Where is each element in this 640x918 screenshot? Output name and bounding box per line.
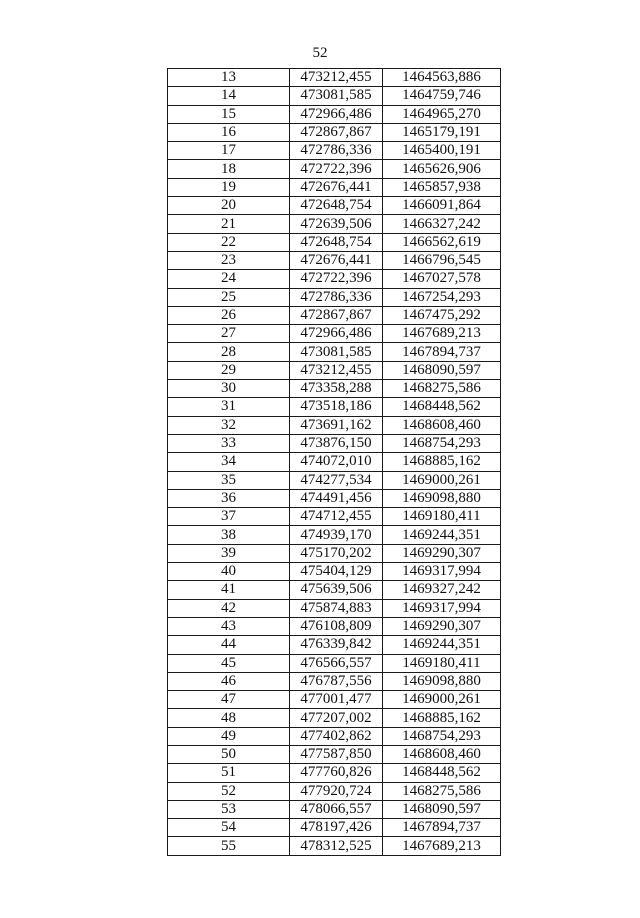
table-row	[168, 837, 501, 855]
x-coordinate-cell: 473212,455	[290, 69, 383, 87]
y-coordinate-cell: 1466562,619	[383, 233, 501, 251]
y-coordinate-cell: 1467689,213	[383, 325, 501, 343]
x-coordinate-cell: 475874,883	[290, 599, 383, 617]
point-number-cell: 42	[168, 599, 290, 617]
y-coordinate-cell: 1467894,737	[383, 819, 501, 837]
y-coordinate-cell: 1467475,292	[383, 306, 501, 324]
point-number-cell: 37	[168, 508, 290, 526]
x-coordinate-cell: 474072,010	[290, 453, 383, 471]
table-row	[168, 306, 501, 324]
x-coordinate-cell: 476787,556	[290, 672, 383, 690]
point-number-cell: 43	[168, 617, 290, 635]
coordinates-table	[167, 68, 501, 856]
table-row	[168, 745, 501, 763]
x-coordinate-cell: 472867,867	[290, 123, 383, 141]
table-row	[168, 123, 501, 141]
table-row	[168, 636, 501, 654]
point-number-cell: 45	[168, 654, 290, 672]
x-coordinate-cell: 476339,842	[290, 636, 383, 654]
table-row	[168, 325, 501, 343]
table-row	[168, 398, 501, 416]
table-row	[168, 526, 501, 544]
point-number-cell: 47	[168, 691, 290, 709]
y-coordinate-cell: 1467027,578	[383, 270, 501, 288]
y-coordinate-cell: 1468275,586	[383, 380, 501, 398]
x-coordinate-cell: 472786,336	[290, 142, 383, 160]
y-coordinate-cell: 1464563,886	[383, 69, 501, 87]
y-coordinate-cell: 1465626,906	[383, 160, 501, 178]
table-row	[168, 654, 501, 672]
table-row	[168, 599, 501, 617]
x-coordinate-cell: 476566,557	[290, 654, 383, 672]
x-coordinate-cell: 475170,202	[290, 544, 383, 562]
table-row	[168, 416, 501, 434]
table-row	[168, 87, 501, 105]
point-number-cell: 34	[168, 453, 290, 471]
table-row	[168, 782, 501, 800]
table-row	[168, 727, 501, 745]
point-number-cell: 51	[168, 764, 290, 782]
x-coordinate-cell: 472722,396	[290, 270, 383, 288]
x-coordinate-cell: 474939,170	[290, 526, 383, 544]
point-number-cell: 36	[168, 489, 290, 507]
point-number-cell: 20	[168, 197, 290, 215]
point-number-cell: 17	[168, 142, 290, 160]
x-coordinate-cell: 473518,186	[290, 398, 383, 416]
point-number-cell: 50	[168, 745, 290, 763]
x-coordinate-cell: 478312,525	[290, 837, 383, 855]
x-coordinate-cell: 472966,486	[290, 105, 383, 123]
y-coordinate-cell: 1469317,994	[383, 599, 501, 617]
table-row	[168, 800, 501, 818]
y-coordinate-cell: 1468608,460	[383, 745, 501, 763]
y-coordinate-cell: 1468608,460	[383, 416, 501, 434]
y-coordinate-cell: 1467254,293	[383, 288, 501, 306]
x-coordinate-cell: 474277,534	[290, 471, 383, 489]
point-number-cell: 28	[168, 343, 290, 361]
x-coordinate-cell: 476108,809	[290, 617, 383, 635]
y-coordinate-cell: 1469244,351	[383, 636, 501, 654]
y-coordinate-cell: 1469000,261	[383, 471, 501, 489]
table-row	[168, 489, 501, 507]
y-coordinate-cell: 1468275,586	[383, 782, 501, 800]
y-coordinate-cell: 1466327,242	[383, 215, 501, 233]
table-row	[168, 178, 501, 196]
y-coordinate-cell: 1464965,270	[383, 105, 501, 123]
x-coordinate-cell: 472867,867	[290, 306, 383, 324]
x-coordinate-cell: 474491,456	[290, 489, 383, 507]
table-row	[168, 361, 501, 379]
x-coordinate-cell: 478197,426	[290, 819, 383, 837]
table-row	[168, 343, 501, 361]
x-coordinate-cell: 472639,506	[290, 215, 383, 233]
table-row	[168, 544, 501, 562]
point-number-cell: 54	[168, 819, 290, 837]
point-number-cell: 31	[168, 398, 290, 416]
point-number-cell: 41	[168, 581, 290, 599]
point-number-cell: 27	[168, 325, 290, 343]
table-row	[168, 270, 501, 288]
y-coordinate-cell: 1466091,864	[383, 197, 501, 215]
x-coordinate-cell: 473876,150	[290, 434, 383, 452]
x-coordinate-cell: 475639,506	[290, 581, 383, 599]
table-row	[168, 251, 501, 269]
point-number-cell: 40	[168, 563, 290, 581]
point-number-cell: 48	[168, 709, 290, 727]
y-coordinate-cell: 1468448,562	[383, 764, 501, 782]
table-row	[168, 563, 501, 581]
table-row	[168, 581, 501, 599]
x-coordinate-cell: 475404,129	[290, 563, 383, 581]
y-coordinate-cell: 1469290,307	[383, 544, 501, 562]
point-number-cell: 46	[168, 672, 290, 690]
y-coordinate-cell: 1468754,293	[383, 434, 501, 452]
point-number-cell: 33	[168, 434, 290, 452]
x-coordinate-cell: 478066,557	[290, 800, 383, 818]
x-coordinate-cell: 473081,585	[290, 87, 383, 105]
table-row	[168, 691, 501, 709]
x-coordinate-cell: 473081,585	[290, 343, 383, 361]
table-row	[168, 233, 501, 251]
y-coordinate-cell: 1469180,411	[383, 508, 501, 526]
y-coordinate-cell: 1468090,597	[383, 361, 501, 379]
x-coordinate-cell: 472648,754	[290, 197, 383, 215]
y-coordinate-cell: 1468885,162	[383, 453, 501, 471]
y-coordinate-cell: 1465857,938	[383, 178, 501, 196]
point-number-cell: 38	[168, 526, 290, 544]
point-number-cell: 44	[168, 636, 290, 654]
y-coordinate-cell: 1469180,411	[383, 654, 501, 672]
y-coordinate-cell: 1469098,880	[383, 489, 501, 507]
y-coordinate-cell: 1465400,191	[383, 142, 501, 160]
x-coordinate-cell: 472722,396	[290, 160, 383, 178]
point-number-cell: 21	[168, 215, 290, 233]
x-coordinate-cell: 477587,850	[290, 745, 383, 763]
point-number-cell: 13	[168, 69, 290, 87]
table-row	[168, 453, 501, 471]
x-coordinate-cell: 472676,441	[290, 178, 383, 196]
x-coordinate-cell: 472966,486	[290, 325, 383, 343]
y-coordinate-cell: 1469098,880	[383, 672, 501, 690]
y-coordinate-cell: 1469317,994	[383, 563, 501, 581]
point-number-cell: 55	[168, 837, 290, 855]
table-row	[168, 819, 501, 837]
table-row	[168, 142, 501, 160]
table-row	[168, 69, 501, 87]
y-coordinate-cell: 1468448,562	[383, 398, 501, 416]
y-coordinate-cell: 1468090,597	[383, 800, 501, 818]
x-coordinate-cell: 473212,455	[290, 361, 383, 379]
y-coordinate-cell: 1467689,213	[383, 837, 501, 855]
point-number-cell: 49	[168, 727, 290, 745]
x-coordinate-cell: 473691,162	[290, 416, 383, 434]
point-number-cell: 23	[168, 251, 290, 269]
x-coordinate-cell: 472786,336	[290, 288, 383, 306]
table-row	[168, 764, 501, 782]
y-coordinate-cell: 1466796,545	[383, 251, 501, 269]
y-coordinate-cell: 1467894,737	[383, 343, 501, 361]
y-coordinate-cell: 1465179,191	[383, 123, 501, 141]
y-coordinate-cell: 1469327,242	[383, 581, 501, 599]
table-row	[168, 197, 501, 215]
table-row	[168, 709, 501, 727]
table-row	[168, 215, 501, 233]
point-number-cell: 15	[168, 105, 290, 123]
point-number-cell: 29	[168, 361, 290, 379]
y-coordinate-cell: 1469000,261	[383, 691, 501, 709]
x-coordinate-cell: 477001,477	[290, 691, 383, 709]
x-coordinate-cell: 472648,754	[290, 233, 383, 251]
point-number-cell: 53	[168, 800, 290, 818]
point-number-cell: 25	[168, 288, 290, 306]
y-coordinate-cell: 1469290,307	[383, 617, 501, 635]
table-row	[168, 672, 501, 690]
point-number-cell: 39	[168, 544, 290, 562]
x-coordinate-cell: 474712,455	[290, 508, 383, 526]
point-number-cell: 24	[168, 270, 290, 288]
point-number-cell: 22	[168, 233, 290, 251]
table-row	[168, 508, 501, 526]
x-coordinate-cell: 473358,288	[290, 380, 383, 398]
y-coordinate-cell: 1468754,293	[383, 727, 501, 745]
x-coordinate-cell: 477920,724	[290, 782, 383, 800]
point-number-cell: 32	[168, 416, 290, 434]
point-number-cell: 35	[168, 471, 290, 489]
table-row	[168, 434, 501, 452]
point-number-cell: 52	[168, 782, 290, 800]
point-number-cell: 16	[168, 123, 290, 141]
x-coordinate-cell: 477402,862	[290, 727, 383, 745]
table-row	[168, 288, 501, 306]
point-number-cell: 30	[168, 380, 290, 398]
coordinates-table-body	[168, 69, 501, 856]
y-coordinate-cell: 1468885,162	[383, 709, 501, 727]
page-number: 52	[312, 45, 328, 61]
y-coordinate-cell: 1469244,351	[383, 526, 501, 544]
table-row	[168, 617, 501, 635]
table-row	[168, 105, 501, 123]
point-number-cell: 26	[168, 306, 290, 324]
table-row	[168, 380, 501, 398]
point-number-cell: 19	[168, 178, 290, 196]
table-row	[168, 160, 501, 178]
point-number-cell: 14	[168, 87, 290, 105]
table-row	[168, 471, 501, 489]
x-coordinate-cell: 477207,002	[290, 709, 383, 727]
x-coordinate-cell: 477760,826	[290, 764, 383, 782]
point-number-cell: 18	[168, 160, 290, 178]
y-coordinate-cell: 1464759,746	[383, 87, 501, 105]
x-coordinate-cell: 472676,441	[290, 251, 383, 269]
